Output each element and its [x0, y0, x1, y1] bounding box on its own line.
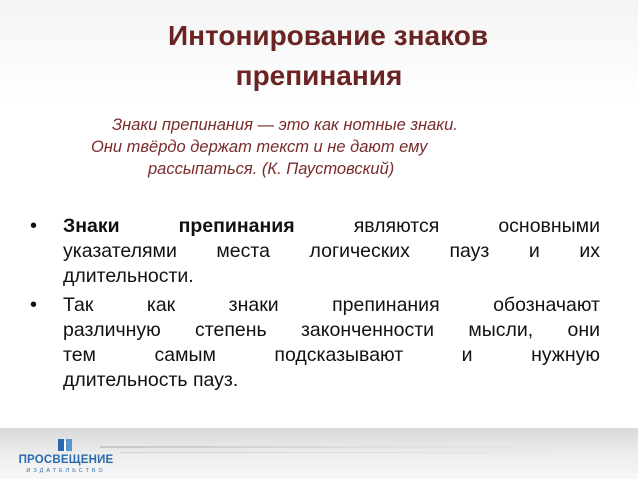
bullet-line: тем самым подсказывают и нужную	[63, 344, 600, 366]
footer-stripe	[120, 452, 600, 453]
slide-title	[0, 16, 638, 96]
bullet-text	[63, 214, 600, 289]
bullet-line: длительность пауз.	[63, 369, 239, 391]
bullet-line: различную степень законченности мысли, они	[63, 319, 600, 341]
quote-line-2: Они твёрдо держат текст и не дают ему	[91, 138, 428, 156]
footer-bar	[0, 428, 638, 479]
publisher-logo-text: ПРОСВЕЩЕНИЕ	[18, 454, 114, 466]
list-item	[30, 214, 600, 289]
bullet-marker: •	[30, 294, 38, 316]
bullet-line	[63, 214, 600, 239]
publisher-logo-subtext: ИЗДАТЕЛЬСТВО	[26, 468, 106, 474]
bullet-list	[30, 214, 600, 397]
bullet-line-rest: являются основными	[294, 215, 600, 237]
bullet-line: указателями места логических пауз и их	[63, 240, 600, 262]
list-item	[30, 293, 600, 393]
bullet-line: длительности.	[63, 265, 194, 287]
quote-line-1: Знаки препинания — это как нотные знаки.	[112, 116, 458, 134]
footer-stripe	[100, 446, 638, 448]
bullet-line: Так как знаки препинания обозначают	[63, 294, 600, 316]
publisher-logo-icon	[57, 437, 73, 453]
slide-title-line-1: Интонирование знаков	[167, 20, 489, 51]
bullet-marker: •	[30, 215, 38, 237]
slide-title-line-2: препинания	[235, 60, 403, 91]
bold-term: Знаки препинания	[63, 215, 295, 237]
quote-line-3: рассыпаться. (К. Паустовский)	[148, 160, 395, 178]
bullet-text	[63, 293, 600, 393]
publisher-logo	[11, 437, 121, 475]
